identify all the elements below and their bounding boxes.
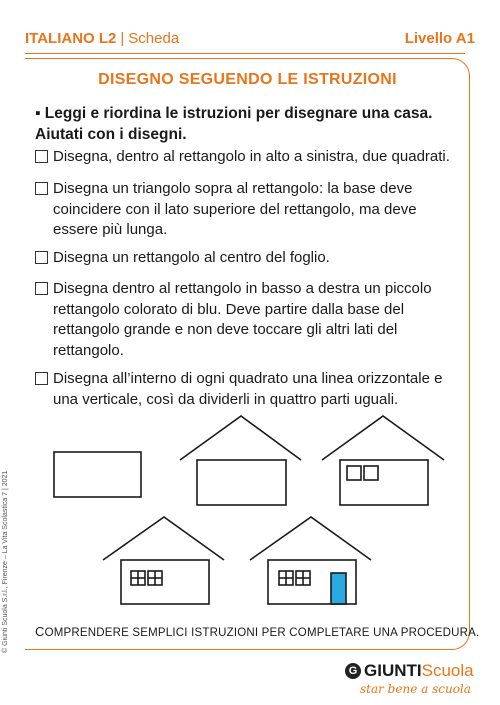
instruction-text-2: Disegna un triangolo sopra al rettangolo: la base deve coincidere con il lato superiore del rettangolo, ma deve essere più lunga. bbox=[53, 180, 417, 238]
step-house-divided-windows bbox=[103, 517, 224, 604]
logo-tagline: star bene a scuola bbox=[360, 682, 471, 696]
instruction-text-5: Disegna all’interno di ogni quadrato una linea orizzontale e una verticale, così da dividerli in quattro parti uguali. bbox=[53, 370, 443, 408]
logo-brand-main: GIUNTI bbox=[364, 661, 422, 680]
instruction-text-1: Disegna, dentro al rettangolo in alto a sinistra, due quadrati. bbox=[53, 148, 450, 165]
header-separator: | bbox=[120, 30, 125, 47]
objective-initial: C bbox=[35, 624, 45, 639]
instruction-text-3: Disegna un rettangolo al centro del foglio. bbox=[53, 249, 330, 266]
blue-door bbox=[331, 573, 346, 604]
sheet-type-label: Scheda bbox=[128, 30, 180, 47]
logo-brand-accent: Scuola bbox=[421, 661, 474, 680]
step-rectangle bbox=[54, 452, 141, 497]
subject-label: ITALIANO L2 bbox=[25, 30, 117, 47]
logo-brand bbox=[364, 661, 474, 681]
objective-text: OMPRENDERE SEMPLICI ISTRUZIONI PER COMPLETARE UNA PROCEDURA. bbox=[44, 627, 480, 639]
step-house-roof bbox=[180, 416, 301, 505]
level-label: Livello A1 bbox=[404, 30, 475, 47]
instructions-intro: ▪ Leggi e riordina le istruzioni per disegnare una casa. Aiutati con i disegni. bbox=[35, 105, 433, 143]
instruction-text-4: Disegna dentro al rettangolo in basso a destra un piccolo rettangolo colorato di blu. Deve partire dalla base del rettangolo grande e non deve toccare gli altri lati del rettangolo. bbox=[53, 280, 432, 359]
learning-objective bbox=[35, 624, 479, 639]
copyright-credit: © Giunti Scuola S.r.l., Firenze – La Vita Scolastica 7 | 2021 bbox=[2, 470, 9, 653]
giunti-scuola-logo bbox=[345, 661, 480, 701]
step-house-door bbox=[250, 517, 371, 604]
worksheet-title: DISEGNO SEGUENDO LE ISTRUZIONI bbox=[98, 71, 397, 88]
logo-g-icon: G bbox=[345, 663, 361, 679]
step-house-windows bbox=[322, 416, 444, 505]
